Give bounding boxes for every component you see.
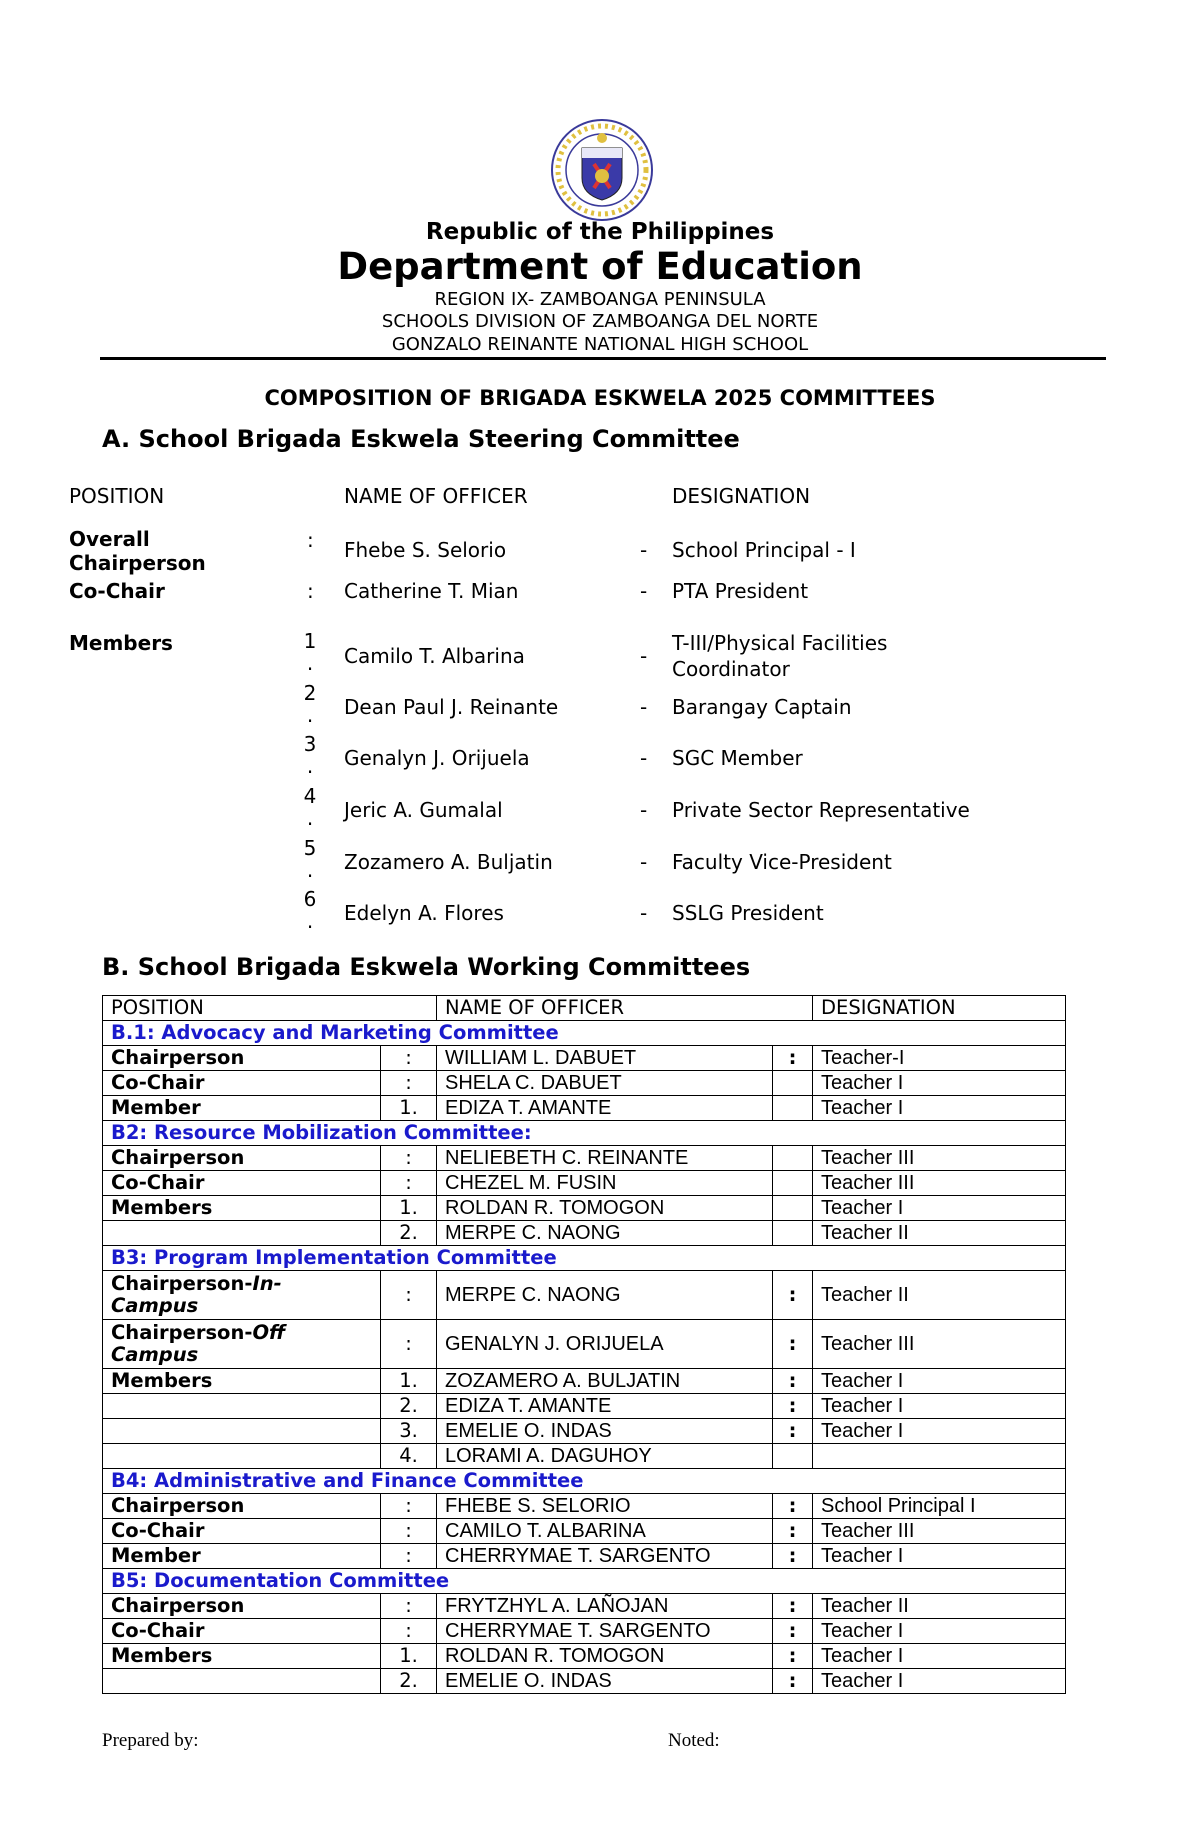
member-designation: T-III/Physical Facilities bbox=[672, 631, 888, 655]
member-number: 3 bbox=[303, 732, 317, 756]
separator-cell: : bbox=[381, 1171, 437, 1196]
position-cell: Co-Chair bbox=[103, 1519, 381, 1544]
separator-cell: : bbox=[381, 1594, 437, 1619]
member-number-dot: . bbox=[306, 651, 314, 675]
separator-cell: : bbox=[381, 1494, 437, 1519]
officer-name-cell: GENALYN J. ORIJUELA bbox=[437, 1320, 773, 1369]
steer-cochair-sep: : bbox=[307, 579, 314, 603]
committee-title: B4: Administrative and Finance Committee bbox=[103, 1469, 1066, 1494]
country-heading: Republic of the Philippines bbox=[425, 219, 775, 245]
separator-cell: : bbox=[381, 1519, 437, 1544]
officer-name-cell: SHELA C. DABUET bbox=[437, 1071, 773, 1096]
designation-cell: Teacher I bbox=[813, 1644, 1066, 1669]
position-text: Chairperson- bbox=[111, 1321, 253, 1344]
committee-category-row bbox=[103, 1121, 1066, 1146]
member-designation-line-2: Coordinator bbox=[672, 657, 790, 681]
separator-cell: 1. bbox=[381, 1369, 437, 1394]
member-number: 6 bbox=[303, 887, 317, 911]
steer-overall-dash: - bbox=[640, 538, 648, 562]
separator-cell: 1. bbox=[381, 1096, 437, 1121]
separator-cell: : bbox=[381, 1146, 437, 1171]
member-number-dot: . bbox=[306, 754, 314, 778]
table-row bbox=[103, 1271, 1066, 1320]
document-title: COMPOSITION OF BRIGADA ESKWELA 2025 COMMITTEES bbox=[264, 386, 936, 410]
table-row bbox=[103, 1320, 1066, 1369]
table-row bbox=[103, 1171, 1066, 1196]
member-designation: SGC Member bbox=[672, 746, 803, 770]
position-cell: Member bbox=[103, 1096, 381, 1121]
header-position: POSITION bbox=[103, 996, 437, 1021]
separator-cell: 2. bbox=[381, 1394, 437, 1419]
colon-cell bbox=[773, 1171, 813, 1196]
position-text: Chairperson- bbox=[111, 1272, 253, 1295]
steer-cochair-label: Co-Chair bbox=[69, 579, 165, 603]
officer-name-cell: FRYTZHYL A. LAÑOJAN bbox=[437, 1594, 773, 1619]
designation-cell: Teacher I bbox=[813, 1394, 1066, 1419]
working-committees-body bbox=[103, 996, 1066, 1694]
colon-cell: : bbox=[773, 1394, 813, 1419]
designation-cell: Teacher III bbox=[813, 1320, 1066, 1369]
officer-name-cell: EMELIE O. INDAS bbox=[437, 1419, 773, 1444]
table-row bbox=[103, 1594, 1066, 1619]
position-cell: Chairperson bbox=[103, 1594, 381, 1619]
table-row bbox=[103, 1369, 1066, 1394]
colon-cell: : bbox=[773, 1419, 813, 1444]
committee-title: B.1: Advocacy and Marketing Committee bbox=[103, 1021, 1066, 1046]
table-row bbox=[103, 1221, 1066, 1246]
designation-cell: Teacher-I bbox=[813, 1046, 1066, 1071]
colon-cell: : bbox=[773, 1494, 813, 1519]
committee-category-row bbox=[103, 1021, 1066, 1046]
separator-cell: 1. bbox=[381, 1196, 437, 1221]
table-row bbox=[103, 1444, 1066, 1469]
position-cell: Member bbox=[103, 1544, 381, 1569]
table-row bbox=[103, 1619, 1066, 1644]
section-b-title: B. School Brigada Eskwela Working Committees bbox=[102, 953, 751, 981]
position-text: In- bbox=[252, 1272, 282, 1295]
position-cell bbox=[103, 1394, 381, 1419]
member-name: Camilo T. Albarina bbox=[344, 644, 525, 668]
steer-header-name: NAME OF OFFICER bbox=[344, 484, 528, 508]
officer-name-cell: ROLDAN R. TOMOGON bbox=[437, 1644, 773, 1669]
working-committees-table bbox=[102, 995, 1066, 1694]
committee-title: B3: Program Implementation Committee bbox=[103, 1246, 1066, 1271]
designation-cell: Teacher I bbox=[813, 1419, 1066, 1444]
member-number-dot: . bbox=[306, 909, 314, 933]
position-cell: Co-Chair bbox=[103, 1171, 381, 1196]
position-cell: Members bbox=[103, 1196, 381, 1221]
designation-cell: Teacher II bbox=[813, 1271, 1066, 1320]
officer-name-cell: LORAMI A. DAGUHOY bbox=[437, 1444, 773, 1469]
separator-cell: 2. bbox=[381, 1669, 437, 1694]
member-number-dot: . bbox=[306, 806, 314, 830]
deped-seal-logo bbox=[550, 118, 654, 222]
position-text: Campus bbox=[111, 1294, 199, 1317]
member-name: Genalyn J. Orijuela bbox=[344, 746, 530, 770]
table-row bbox=[103, 1146, 1066, 1171]
table-row bbox=[103, 1669, 1066, 1694]
officer-name-cell: CHERRYMAE T. SARGENTO bbox=[437, 1619, 773, 1644]
colon-cell bbox=[773, 1221, 813, 1246]
steer-header-designation: DESIGNATION bbox=[672, 484, 811, 508]
separator-cell: : bbox=[381, 1544, 437, 1569]
committee-category-row bbox=[103, 1246, 1066, 1271]
header-name: NAME OF OFFICER bbox=[437, 996, 813, 1021]
steer-header-position: POSITION bbox=[69, 484, 165, 508]
officer-name-cell: ZOZAMERO A. BULJATIN bbox=[437, 1369, 773, 1394]
officer-name-cell: WILLIAM L. DABUET bbox=[437, 1046, 773, 1071]
colon-cell bbox=[773, 1071, 813, 1096]
separator-cell: 2. bbox=[381, 1221, 437, 1246]
officer-name-cell: ROLDAN R. TOMOGON bbox=[437, 1196, 773, 1221]
table-row bbox=[103, 1494, 1066, 1519]
separator-cell: 1. bbox=[381, 1644, 437, 1669]
position-cell bbox=[103, 1419, 381, 1444]
designation-cell: Teacher I bbox=[813, 1096, 1066, 1121]
designation-cell: Teacher I bbox=[813, 1619, 1066, 1644]
position-cell: Members bbox=[103, 1644, 381, 1669]
colon-cell: : bbox=[773, 1519, 813, 1544]
committee-title: B5: Documentation Committee bbox=[103, 1569, 1066, 1594]
separator-cell: 4. bbox=[381, 1444, 437, 1469]
colon-cell bbox=[773, 1444, 813, 1469]
designation-cell: Teacher I bbox=[813, 1369, 1066, 1394]
steer-cochair-dash: - bbox=[640, 579, 648, 603]
table-row bbox=[103, 1419, 1066, 1444]
colon-cell: : bbox=[773, 1594, 813, 1619]
officer-name-cell: EDIZA T. AMANTE bbox=[437, 1096, 773, 1121]
colon-cell: : bbox=[773, 1320, 813, 1369]
colon-cell bbox=[773, 1196, 813, 1221]
officer-name-cell: CAMILO T. ALBARINA bbox=[437, 1519, 773, 1544]
position-cell bbox=[103, 1271, 381, 1320]
member-dash: - bbox=[640, 746, 648, 770]
designation-cell: Teacher II bbox=[813, 1221, 1066, 1246]
member-dash: - bbox=[640, 901, 648, 925]
colon-cell: : bbox=[773, 1271, 813, 1320]
position-cell bbox=[103, 1221, 381, 1246]
prepared-by-label: Prepared by: bbox=[102, 1730, 199, 1751]
officer-name-cell: FHEBE S. SELORIO bbox=[437, 1494, 773, 1519]
member-name: Dean Paul J. Reinante bbox=[344, 695, 559, 719]
officer-name-cell: CHERRYMAE T. SARGENTO bbox=[437, 1544, 773, 1569]
position-cell bbox=[103, 1444, 381, 1469]
position-text: Campus bbox=[111, 1343, 199, 1366]
table-row bbox=[103, 1096, 1066, 1121]
officer-name-cell: NELIEBETH C. REINANTE bbox=[437, 1146, 773, 1171]
committee-title: B2: Resource Mobilization Committee: bbox=[103, 1121, 1066, 1146]
member-designation: SSLG President bbox=[672, 901, 824, 925]
separator-cell: : bbox=[381, 1071, 437, 1096]
steer-overall-sep: : bbox=[307, 528, 314, 552]
separator-cell: : bbox=[381, 1619, 437, 1644]
table-row bbox=[103, 1046, 1066, 1071]
member-number-dot: . bbox=[306, 703, 314, 727]
region-line: REGION IX- ZAMBOANGA PENINSULA bbox=[434, 289, 766, 310]
position-text: Off bbox=[252, 1321, 286, 1344]
member-number: 1 bbox=[303, 629, 317, 653]
section-a-title: A. School Brigada Eskwela Steering Committee bbox=[102, 425, 740, 453]
designation-cell: Teacher I bbox=[813, 1196, 1066, 1221]
designation-cell: Teacher I bbox=[813, 1071, 1066, 1096]
member-dash: - bbox=[640, 850, 648, 874]
designation-cell: Teacher II bbox=[813, 1594, 1066, 1619]
member-dash: - bbox=[640, 644, 648, 668]
table-row bbox=[103, 1544, 1066, 1569]
member-name: Edelyn A. Flores bbox=[344, 901, 504, 925]
division-line: SCHOOLS DIVISION OF ZAMBOANGA DEL NORTE bbox=[381, 311, 819, 332]
colon-cell bbox=[773, 1146, 813, 1171]
position-cell bbox=[103, 1669, 381, 1694]
officer-name-cell: MERPE C. NAONG bbox=[437, 1221, 773, 1246]
designation-cell bbox=[813, 1444, 1066, 1469]
member-name: Zozamero A. Buljatin bbox=[344, 850, 553, 874]
committee-category-row bbox=[103, 1469, 1066, 1494]
designation-cell: Teacher I bbox=[813, 1544, 1066, 1569]
member-number: 5 bbox=[303, 836, 317, 860]
position-cell: Members bbox=[103, 1369, 381, 1394]
department-heading: Department of Education bbox=[337, 245, 863, 288]
designation-cell: Teacher III bbox=[813, 1171, 1066, 1196]
member-name: Jeric A. Gumalal bbox=[344, 798, 503, 822]
committee-category-row bbox=[103, 1569, 1066, 1594]
position-cell: Chairperson bbox=[103, 1494, 381, 1519]
member-dash: - bbox=[640, 695, 648, 719]
steer-overall-label-2: Chairperson bbox=[69, 551, 206, 575]
table-row bbox=[103, 1196, 1066, 1221]
separator-cell: : bbox=[381, 1046, 437, 1071]
position-cell bbox=[103, 1320, 381, 1369]
colon-cell: : bbox=[773, 1369, 813, 1394]
separator-cell: : bbox=[381, 1271, 437, 1320]
table-row bbox=[103, 1644, 1066, 1669]
header-designation: DESIGNATION bbox=[813, 996, 1066, 1021]
officer-name-cell: MERPE C. NAONG bbox=[437, 1271, 773, 1320]
steer-overall-name: Fhebe S. Selorio bbox=[344, 538, 507, 562]
steer-cochair-name: Catherine T. Mian bbox=[344, 579, 519, 603]
table-header-row bbox=[103, 996, 1066, 1021]
header-divider bbox=[100, 357, 1106, 360]
separator-cell: 3. bbox=[381, 1419, 437, 1444]
member-number-dot: . bbox=[306, 858, 314, 882]
steer-members-label: Members bbox=[69, 631, 173, 655]
designation-cell: Teacher III bbox=[813, 1519, 1066, 1544]
position-cell: Co-Chair bbox=[103, 1619, 381, 1644]
colon-cell: : bbox=[773, 1619, 813, 1644]
designation-cell: Teacher III bbox=[813, 1146, 1066, 1171]
member-dash: - bbox=[640, 798, 648, 822]
position-cell: Co-Chair bbox=[103, 1071, 381, 1096]
member-designation: Private Sector Representative bbox=[672, 798, 970, 822]
position-cell: Chairperson bbox=[103, 1046, 381, 1071]
colon-cell bbox=[773, 1096, 813, 1121]
table-row bbox=[103, 1394, 1066, 1419]
member-number: 2 bbox=[303, 681, 317, 705]
colon-cell: : bbox=[773, 1544, 813, 1569]
position-cell: Chairperson bbox=[103, 1146, 381, 1171]
colon-cell: : bbox=[773, 1644, 813, 1669]
officer-name-cell: CHEZEL M. FUSIN bbox=[437, 1171, 773, 1196]
table-row bbox=[103, 1071, 1066, 1096]
designation-cell: School Principal I bbox=[813, 1494, 1066, 1519]
member-number: 4 bbox=[303, 784, 317, 808]
school-line: GONZALO REINANTE NATIONAL HIGH SCHOOL bbox=[391, 334, 809, 355]
steer-overall-designation: School Principal - I bbox=[672, 538, 856, 562]
noted-label: Noted: bbox=[668, 1730, 720, 1751]
steer-overall-label-1: Overall bbox=[69, 527, 150, 551]
table-row bbox=[103, 1519, 1066, 1544]
separator-cell: : bbox=[381, 1320, 437, 1369]
member-designation: Barangay Captain bbox=[672, 695, 852, 719]
colon-cell: : bbox=[773, 1046, 813, 1071]
designation-cell: Teacher I bbox=[813, 1669, 1066, 1694]
officer-name-cell: EDIZA T. AMANTE bbox=[437, 1394, 773, 1419]
steer-cochair-designation: PTA President bbox=[672, 579, 809, 603]
colon-cell: : bbox=[773, 1669, 813, 1694]
officer-name-cell: EMELIE O. INDAS bbox=[437, 1669, 773, 1694]
member-designation: Faculty Vice-President bbox=[672, 850, 892, 874]
